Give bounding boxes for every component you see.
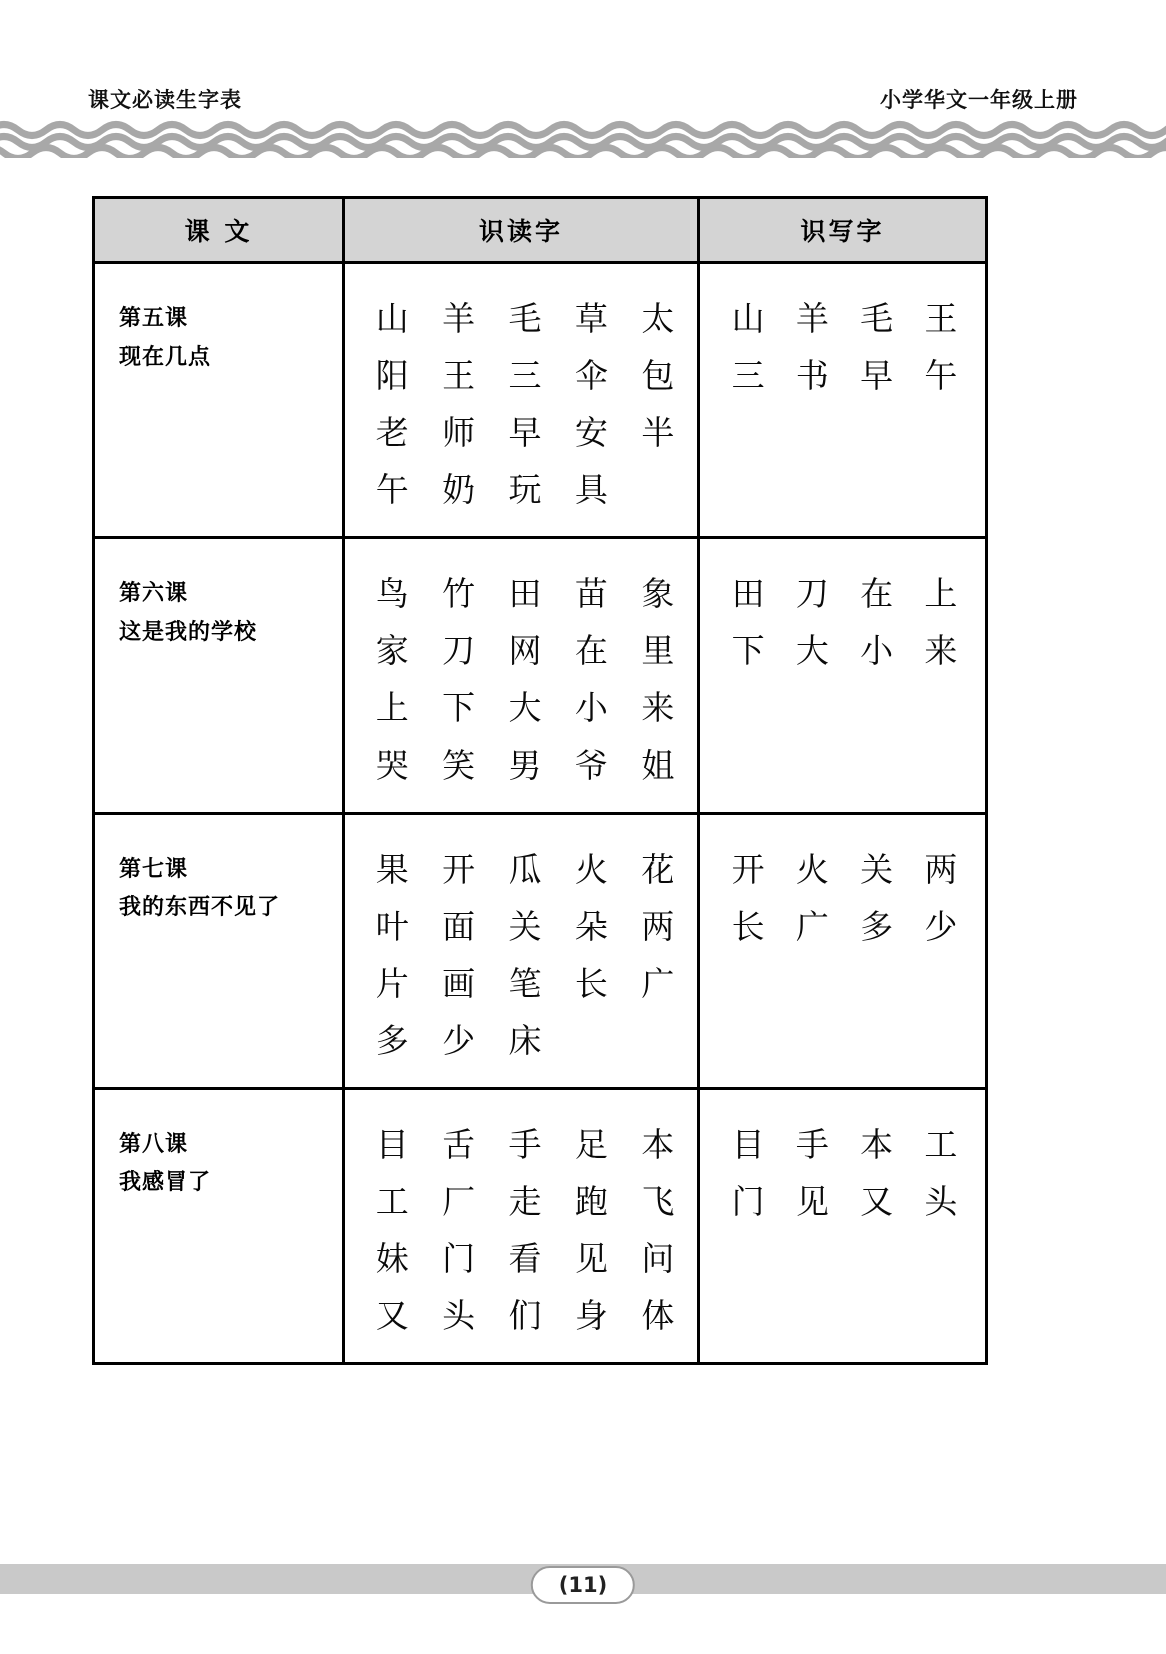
page-header	[88, 82, 1078, 116]
character-cell: 妹	[375, 1239, 409, 1279]
lesson-cell-content	[95, 264, 342, 486]
character-cell: 刀	[795, 574, 829, 614]
character-cell: 师	[442, 413, 476, 453]
character-cell: 开	[442, 849, 476, 889]
character-cell: 安	[574, 413, 608, 453]
character-cell: 跑	[574, 1182, 608, 1222]
character-cell: 大	[508, 688, 542, 728]
vocabulary-table-container	[92, 196, 985, 1365]
read-character-grid	[345, 815, 697, 1087]
character-cell: 们	[508, 1296, 542, 1336]
character-cell: 朵	[574, 906, 608, 946]
lesson-title: 我的东西不见了	[119, 895, 281, 921]
character-cell: 象	[641, 574, 675, 614]
character-cell: 上	[924, 574, 958, 614]
character-cell: 山	[375, 299, 409, 338]
lesson-cell	[94, 813, 344, 1088]
character-column	[909, 290, 973, 468]
character-cell: 午	[375, 470, 409, 510]
character-column	[425, 565, 491, 793]
character-cell: 羊	[795, 299, 829, 338]
vocabulary-table	[92, 196, 988, 1365]
character-cell: 来	[924, 631, 958, 671]
character-column	[909, 1116, 973, 1294]
character-cell: 见	[574, 1239, 608, 1279]
character-cell: 早	[860, 356, 894, 396]
character-cell: 笑	[442, 745, 476, 785]
character-cell: 在	[574, 631, 608, 671]
character-column	[716, 290, 780, 468]
reading-characters-cell	[344, 263, 699, 538]
character-cell: 面	[442, 906, 476, 946]
character-cell: 广	[641, 963, 675, 1003]
column-header-lesson: 课 文	[94, 198, 344, 263]
character-column	[558, 565, 624, 793]
character-cell: 哭	[375, 745, 409, 785]
character-cell: 羊	[442, 299, 476, 338]
character-column	[492, 565, 558, 793]
character-column	[492, 290, 558, 518]
lesson-cell-content	[95, 815, 342, 1037]
reading-characters-cell	[344, 1088, 699, 1363]
lesson-title: 现在几点	[119, 344, 212, 370]
character-cell: 苗	[574, 574, 608, 614]
character-cell: 来	[641, 688, 675, 728]
lesson-cell	[94, 538, 344, 813]
character-column	[492, 1116, 558, 1344]
character-cell: 小	[860, 631, 894, 671]
character-column	[845, 290, 909, 468]
character-cell: 刀	[442, 631, 476, 671]
character-cell: 伞	[574, 356, 608, 396]
character-cell: 目	[375, 1124, 409, 1164]
character-cell: 手	[508, 1124, 542, 1164]
character-cell: 两	[641, 906, 675, 946]
character-column	[625, 1116, 691, 1344]
character-cell: 早	[508, 413, 542, 453]
table-header-row	[94, 198, 987, 263]
lesson-cell	[94, 1088, 344, 1363]
character-cell: 男	[508, 745, 542, 785]
character-column	[845, 565, 909, 743]
character-column	[780, 290, 844, 468]
character-column	[909, 565, 973, 743]
character-cell: 瓜	[508, 849, 542, 889]
table-head	[94, 198, 987, 263]
character-cell: 门	[731, 1182, 765, 1222]
lesson-number: 第五课	[119, 306, 189, 331]
character-cell: 姐	[641, 745, 675, 785]
character-cell: 奶	[442, 470, 476, 510]
character-cell: 小	[574, 688, 608, 728]
writing-characters-cell	[699, 538, 987, 813]
lesson-number: 第八课	[119, 1131, 189, 1157]
character-cell: 三	[508, 356, 542, 396]
character-cell: 足	[574, 1124, 608, 1164]
character-column	[909, 841, 973, 1019]
character-cell: 头	[442, 1296, 476, 1336]
reading-characters-cell	[344, 813, 699, 1088]
writing-characters-cell	[699, 263, 987, 538]
character-cell: 里	[641, 631, 675, 671]
character-cell: 广	[795, 906, 829, 946]
lesson-cell	[94, 263, 344, 538]
character-cell: 火	[574, 849, 608, 889]
character-cell: 少	[442, 1020, 476, 1060]
character-cell: 上	[375, 688, 409, 728]
character-cell: 火	[795, 849, 829, 889]
character-cell: 体	[641, 1296, 675, 1336]
character-cell: 包	[641, 356, 675, 396]
lesson-cell-content	[95, 1090, 342, 1312]
character-cell: 午	[924, 356, 958, 396]
column-header-reading-characters: 识读字	[344, 198, 699, 263]
character-column	[716, 1116, 780, 1294]
table-row	[94, 538, 987, 813]
character-cell: 身	[574, 1296, 608, 1336]
character-cell: 玩	[508, 470, 542, 510]
character-cell: 鸟	[375, 574, 409, 614]
table-body	[94, 263, 987, 1364]
write-character-grid	[700, 815, 985, 1037]
character-cell: 阳	[375, 356, 409, 396]
reading-characters-cell	[344, 538, 699, 813]
character-cell: 半	[641, 413, 675, 453]
character-cell: 下	[731, 631, 765, 671]
character-cell: 工	[924, 1124, 958, 1164]
character-cell: 问	[641, 1239, 675, 1279]
character-cell: 长	[731, 906, 765, 946]
character-cell: 走	[508, 1182, 542, 1222]
character-column	[359, 841, 425, 1069]
character-cell: 笔	[508, 963, 542, 1003]
character-cell: 看	[508, 1239, 542, 1279]
character-cell: 老	[375, 413, 409, 453]
character-cell: 三	[731, 356, 765, 396]
character-cell: 见	[795, 1182, 829, 1222]
character-cell: 厂	[442, 1182, 476, 1222]
wave-divider-icon	[0, 120, 1166, 158]
character-cell: 叶	[375, 906, 409, 946]
lesson-title: 我感冒了	[119, 1170, 212, 1196]
character-cell: 多	[860, 906, 894, 946]
character-cell: 本	[860, 1124, 894, 1164]
lesson-title: 这是我的学校	[119, 619, 258, 645]
character-cell: 片	[375, 963, 409, 1003]
character-cell: 家	[375, 631, 409, 671]
character-cell: 太	[641, 299, 675, 338]
write-character-grid	[700, 1090, 985, 1312]
character-column	[359, 290, 425, 518]
character-column	[425, 290, 491, 518]
character-column	[780, 841, 844, 1019]
character-column	[716, 565, 780, 743]
character-cell: 草	[574, 299, 608, 338]
read-character-grid	[345, 539, 697, 811]
character-column	[625, 290, 691, 518]
character-cell: 床	[508, 1020, 542, 1060]
character-cell: 爷	[574, 745, 608, 785]
write-character-grid	[700, 539, 985, 761]
character-cell: 多	[375, 1020, 409, 1060]
character-column	[425, 1116, 491, 1344]
character-cell: 本	[641, 1124, 675, 1164]
character-cell: 又	[375, 1296, 409, 1336]
write-character-grid	[700, 264, 985, 486]
character-cell: 头	[924, 1182, 958, 1222]
character-cell: 又	[860, 1182, 894, 1222]
character-column	[425, 841, 491, 1069]
character-column	[780, 1116, 844, 1294]
character-cell: 毛	[508, 299, 542, 338]
character-cell: 少	[924, 906, 958, 946]
character-cell: 网	[508, 631, 542, 671]
character-cell: 画	[442, 963, 476, 1003]
writing-characters-cell	[699, 1088, 987, 1363]
lesson-number: 第七课	[119, 856, 189, 882]
read-character-grid	[345, 1090, 697, 1362]
table-row	[94, 1088, 987, 1363]
character-column	[716, 841, 780, 1019]
page-number: (11)	[531, 1566, 635, 1604]
character-cell: 舌	[442, 1124, 476, 1164]
character-column	[625, 565, 691, 793]
character-cell: 门	[442, 1239, 476, 1279]
lesson-cell-content	[95, 539, 342, 761]
character-cell: 花	[641, 849, 675, 889]
character-cell: 具	[574, 470, 608, 510]
character-cell: 开	[731, 849, 765, 889]
character-column	[558, 290, 624, 518]
character-cell: 工	[375, 1182, 409, 1222]
column-header-writing-characters: 识写字	[699, 198, 987, 263]
character-cell: 田	[731, 574, 765, 614]
character-cell: 手	[795, 1124, 829, 1164]
character-cell: 长	[574, 963, 608, 1003]
character-cell: 书	[795, 356, 829, 396]
lesson-number: 第六课	[119, 581, 189, 607]
writing-characters-cell	[699, 813, 987, 1088]
character-cell: 毛	[860, 299, 894, 338]
character-column	[845, 841, 909, 1019]
character-cell: 王	[924, 299, 958, 338]
character-cell: 关	[860, 849, 894, 889]
character-column	[359, 565, 425, 793]
character-column	[492, 841, 558, 1069]
read-character-grid	[345, 264, 697, 536]
wave-divider-ornament	[0, 120, 1166, 158]
character-cell: 王	[442, 356, 476, 396]
character-cell: 竹	[442, 574, 476, 614]
character-cell: 果	[375, 849, 409, 889]
character-column	[558, 1116, 624, 1344]
character-cell: 大	[795, 631, 829, 671]
character-cell: 下	[442, 688, 476, 728]
table-row	[94, 813, 987, 1088]
character-cell: 两	[924, 849, 958, 889]
table-row	[94, 263, 987, 538]
header-right-title: 小学华文一年级上册	[880, 88, 1078, 112]
character-column	[625, 841, 691, 1069]
character-cell: 田	[508, 574, 542, 614]
character-column	[780, 565, 844, 743]
header-left-title: 课文必读生字表	[88, 88, 242, 112]
character-column	[558, 841, 624, 1069]
character-cell: 飞	[641, 1182, 675, 1222]
character-column	[359, 1116, 425, 1344]
character-cell: 目	[731, 1124, 765, 1164]
character-column	[845, 1116, 909, 1294]
character-cell: 山	[731, 299, 765, 338]
character-cell: 关	[508, 906, 542, 946]
character-cell: 在	[860, 574, 894, 614]
